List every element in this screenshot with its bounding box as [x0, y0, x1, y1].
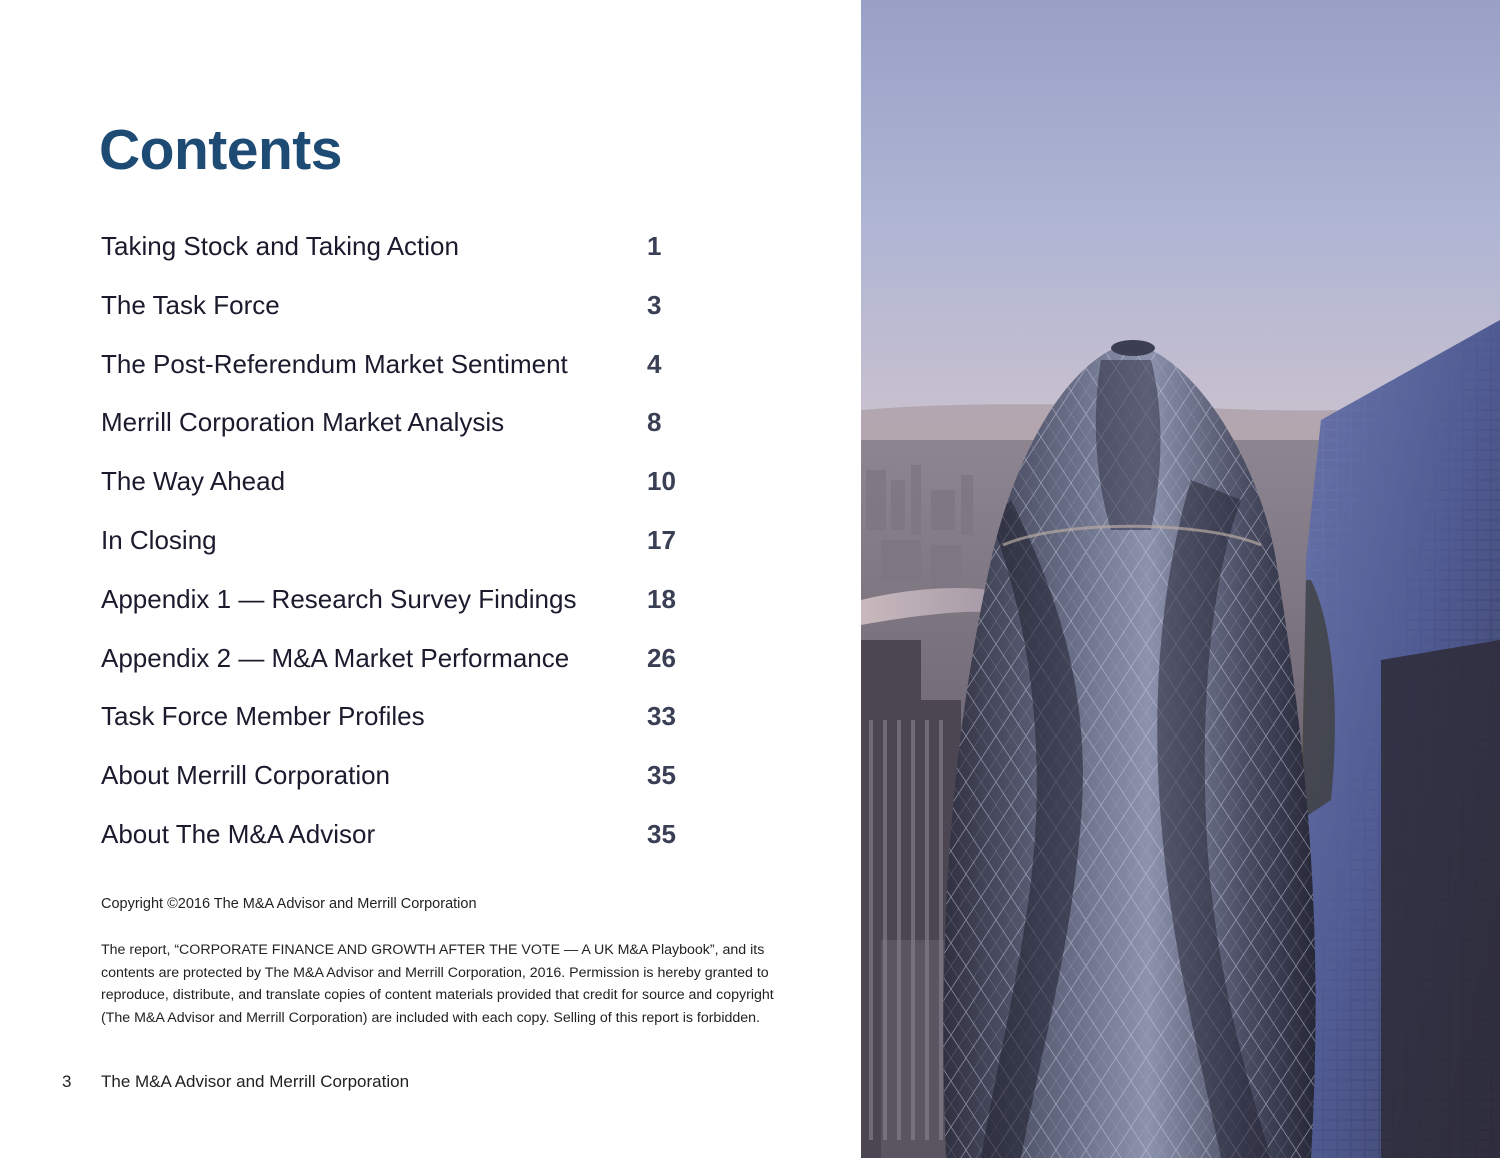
toc-entry-page: 33 — [647, 701, 676, 732]
toc-entry-page: 1 — [647, 231, 662, 261]
toc-entry-title: Merrill Corporation Market Analysis — [101, 407, 505, 438]
toc-entry-page: 18 — [647, 583, 676, 614]
toc-entry-title: The Way Ahead — [101, 466, 286, 497]
toc-entry-title: Task Force Member Profiles — [101, 701, 425, 732]
toc-entry-title: Appendix 2 — M&A Market Performance — [101, 642, 570, 673]
toc-entry-3[interactable] — [101, 344, 701, 403]
toc-entry-8[interactable] — [101, 638, 701, 697]
toc-entry-title: In Closing — [101, 524, 217, 555]
toc-entry-5[interactable] — [101, 461, 701, 520]
footer-publisher: The M&A Advisor and Merrill Corporation — [101, 1072, 410, 1091]
toc-entry-page: 26 — [647, 642, 676, 673]
toc-entry-title: The Post-Referendum Market Sentiment — [101, 348, 568, 379]
table-of-contents — [101, 226, 701, 873]
copyright-notice: The report, “CORPORATE FINANCE AND GROWTH AFTER THE VOTE — A UK M&A Playbook”, and its contents are protected by The M&A Advisor and Merrill Corporation, 2016. Permission is hereby granted to reproduce, distribute, and translate copies of content materials provided that credit for source and copyright (The M&A Advisor and Merrill Corporation) are included with each copy. Selling of this report is forbidden. — [101, 942, 774, 1026]
toc-entry-6[interactable] — [101, 520, 701, 579]
toc-entry-1[interactable] — [101, 226, 701, 285]
toc-entry-9[interactable] — [101, 696, 701, 755]
toc-entry-7[interactable] — [101, 579, 701, 638]
toc-entry-page: 35 — [647, 818, 676, 849]
toc-entry-page: 35 — [647, 760, 676, 791]
toc-entry-title: About The M&A Advisor — [101, 818, 376, 849]
toc-entry-page: 10 — [647, 466, 676, 497]
cover-photo-london-skyline — [861, 0, 1500, 1158]
photo-illustration — [861, 0, 1500, 1158]
toc-entry-title: About Merrill Corporation — [101, 760, 391, 791]
page-title: Contents — [99, 118, 342, 182]
toc-entry-page: 4 — [647, 348, 662, 379]
toc-entry-4[interactable] — [101, 402, 701, 461]
copyright-line: Copyright ©2016 The M&A Advisor and Merrill Corporation — [101, 896, 477, 912]
toc-entry-title: The Task Force — [101, 289, 280, 320]
footer-page-number: 3 — [62, 1072, 72, 1091]
toc-entry-2[interactable] — [101, 285, 701, 344]
toc-entry-11[interactable] — [101, 814, 701, 873]
toc-entry-page: 3 — [647, 289, 662, 320]
toc-entry-page: 17 — [647, 524, 676, 555]
toc-entry-title: Taking Stock and Taking Action — [101, 231, 459, 261]
toc-entry-title: Appendix 1 — Research Survey Findings — [101, 583, 577, 614]
toc-entry-page: 8 — [647, 407, 662, 438]
toc-entry-10[interactable] — [101, 755, 701, 814]
